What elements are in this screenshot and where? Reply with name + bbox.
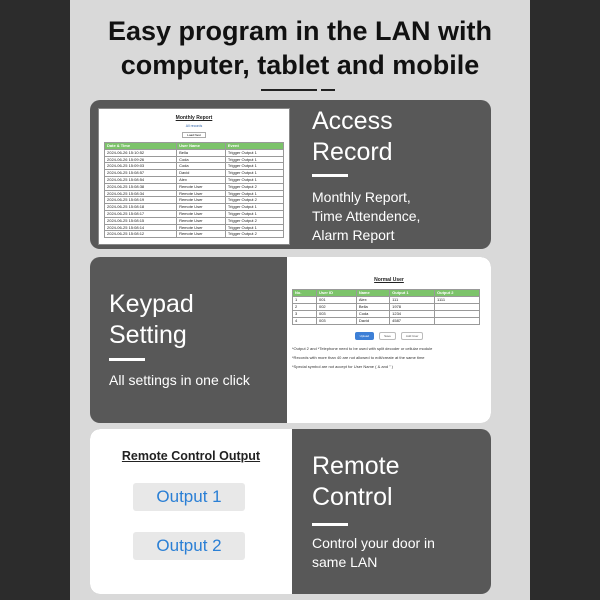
- remote-title-line-1: Remote: [312, 452, 400, 480]
- access-title-line-1: Access: [312, 107, 393, 135]
- table-cell: 2024-06-25 15:08:15: [105, 217, 177, 224]
- table-cell: Bella: [356, 304, 389, 311]
- table-cell: 1978: [390, 304, 435, 311]
- normal-user-title: Normal User: [374, 277, 404, 283]
- table-cell: 1234: [390, 311, 435, 318]
- table-row: [105, 224, 284, 231]
- remote-control-title: [312, 451, 400, 513]
- table-cell: Bella: [177, 149, 226, 156]
- table-cell: Trigger Output 1: [225, 210, 283, 217]
- normal-user-screenshot: [287, 257, 491, 423]
- headline-line-1: Easy program in the LAN with: [107, 16, 493, 46]
- table-cell: 002: [316, 304, 356, 311]
- headline: [70, 14, 530, 82]
- promo-panel: [70, 0, 530, 600]
- save-button[interactable]: Save: [379, 332, 396, 340]
- table-row: [105, 170, 284, 177]
- table-cell: Trigger Output 2: [225, 217, 283, 224]
- table-cell: Remote User: [177, 197, 226, 204]
- normal-user-table: [292, 289, 480, 325]
- table-header-cell: Output 2: [435, 290, 480, 297]
- table-row: [105, 204, 284, 211]
- table-cell: 003: [316, 318, 356, 325]
- remote-title-line-2: Control: [312, 483, 393, 511]
- monthly-report-title: Monthly Report: [175, 115, 213, 121]
- desc-line: Time Attendence,: [312, 208, 421, 224]
- table-cell: Alex: [177, 176, 226, 183]
- table-header-cell: User ID: [316, 290, 356, 297]
- table-header-cell: User Name: [177, 143, 226, 150]
- load-next-button[interactable]: Load Next: [182, 132, 206, 138]
- table-cell: 2024-06-26 15:09:26: [105, 156, 177, 163]
- remote-control-description: [312, 534, 435, 572]
- table-cell: 2024-06-25 15:08:12: [105, 231, 177, 238]
- table-cell: 2024-06-25 15:09:03: [105, 163, 177, 170]
- monthly-report-screenshot: [98, 108, 290, 245]
- keypad-setting-card: [90, 257, 491, 423]
- table-cell: Trigger Output 1: [225, 176, 283, 183]
- table-cell: Trigger Output 1: [225, 190, 283, 197]
- table-cell: Coda: [177, 156, 226, 163]
- table-cell: [435, 318, 480, 325]
- accent-bar: [312, 174, 348, 177]
- desc-line: same LAN: [312, 554, 378, 570]
- table-cell: 2024-06-25 15:08:54: [105, 176, 177, 183]
- table-row: [293, 318, 480, 325]
- table-cell: Remote User: [177, 210, 226, 217]
- table-cell: David: [356, 318, 389, 325]
- table-row: [105, 149, 284, 156]
- table-cell: [435, 304, 480, 311]
- table-row: [105, 217, 284, 224]
- table-header-cell: No.: [293, 290, 317, 297]
- table-cell: 1111: [435, 297, 480, 304]
- table-cell: Trigger Output 1: [225, 204, 283, 211]
- access-title-line-2: Record: [312, 138, 393, 166]
- table-row: [293, 304, 480, 311]
- note-line: *Output 2 and *Telephone need to be used with split decoder or cellular module: [292, 346, 433, 351]
- keypad-title-line-1: Keypad: [109, 290, 194, 318]
- notes: [292, 344, 491, 371]
- table-cell: 111: [390, 297, 435, 304]
- table-cell: 2: [293, 304, 317, 311]
- table-cell: Remote User: [177, 183, 226, 190]
- upload-button[interactable]: Upload: [355, 332, 375, 340]
- table-cell: Trigger Output 1: [225, 224, 283, 231]
- divider-rule: [261, 89, 317, 91]
- access-record-card: [90, 100, 491, 249]
- table-cell: Trigger Output 1: [225, 170, 283, 177]
- access-record-title: [312, 106, 393, 168]
- note-line: *Records with more than 40 are not allowed to edit/create at the same time: [292, 355, 425, 360]
- table-header-cell: Date & Time: [105, 143, 177, 150]
- table-row: [105, 176, 284, 183]
- table-row: [105, 156, 284, 163]
- table-cell: David: [177, 170, 226, 177]
- table-row: [105, 190, 284, 197]
- table-cell: 2024-06-25 15:08:14: [105, 224, 177, 231]
- table-cell: 003: [316, 311, 356, 318]
- table-header-cell: Name: [356, 290, 389, 297]
- output-1-button[interactable]: Output 1: [133, 483, 245, 511]
- table-row: [105, 183, 284, 190]
- accent-bar: [312, 523, 348, 526]
- table-cell: 1: [293, 297, 317, 304]
- table-cell: 2024-06-25 15:08:19: [105, 197, 177, 204]
- table-header-cell: Output 1: [390, 290, 435, 297]
- note-line: *Special symbol are not accept for User Name ( & and " ): [292, 364, 394, 369]
- table-cell: 2024-06-25 15:08:57: [105, 170, 177, 177]
- table-cell: Trigger Output 2: [225, 183, 283, 190]
- table-cell: Trigger Output 2: [225, 231, 283, 238]
- table-row: [105, 210, 284, 217]
- table-cell: Remote User: [177, 231, 226, 238]
- table-row: [105, 231, 284, 238]
- access-record-description: [312, 188, 420, 245]
- all-records-link[interactable]: All records: [185, 124, 203, 128]
- monthly-report-table: [104, 142, 284, 238]
- table-header-cell: Event: [225, 143, 283, 150]
- remote-control-screenshot: [90, 429, 292, 594]
- table-cell: Alex: [356, 297, 389, 304]
- output-2-button[interactable]: Output 2: [133, 532, 245, 560]
- table-cell: 3: [293, 311, 317, 318]
- table-cell: 2024-06-25 15:08:34: [105, 190, 177, 197]
- table-cell: Remote User: [177, 224, 226, 231]
- user-action-buttons: [287, 332, 491, 340]
- headline-line-2: computer, tablet and mobile: [120, 50, 480, 80]
- keypad-title-line-2: Setting: [109, 321, 187, 349]
- remote-control-card: [90, 429, 491, 594]
- table-cell: 2024-06-25 15:08:18: [105, 204, 177, 211]
- table-cell: Remote User: [177, 190, 226, 197]
- table-cell: Trigger Output 2: [225, 197, 283, 204]
- desc-line: Alarm Report: [312, 227, 395, 243]
- table-cell: 2024-06-26 15:10:52: [105, 149, 177, 156]
- table-cell: Trigger Output 1: [225, 149, 283, 156]
- table-cell: 2024-06-25 15:08:17: [105, 210, 177, 217]
- table-row: [105, 163, 284, 170]
- remote-control-output-title: Remote Control Output: [121, 449, 261, 463]
- accent-bar: [109, 358, 145, 361]
- keypad-setting-title: [109, 289, 194, 351]
- keypad-setting-description: All settings in one click: [109, 372, 250, 388]
- desc-line: Monthly Report,: [312, 189, 411, 205]
- table-cell: 4587: [390, 318, 435, 325]
- divider-rule-short: [321, 89, 335, 91]
- table-cell: Coda: [356, 311, 389, 318]
- table-cell: Trigger Output 1: [225, 156, 283, 163]
- table-cell: Coda: [177, 163, 226, 170]
- table-cell: [435, 311, 480, 318]
- add-user-button[interactable]: Add User: [401, 332, 424, 340]
- table-cell: Remote User: [177, 217, 226, 224]
- table-row: [105, 197, 284, 204]
- table-cell: Remote User: [177, 204, 226, 211]
- table-cell: 4: [293, 318, 317, 325]
- table-row: [293, 297, 480, 304]
- table-cell: 001: [316, 297, 356, 304]
- table-cell: Trigger Output 1: [225, 163, 283, 170]
- desc-line: Control your door in: [312, 535, 435, 551]
- table-row: [293, 311, 480, 318]
- table-cell: 2024-06-25 15:08:38: [105, 183, 177, 190]
